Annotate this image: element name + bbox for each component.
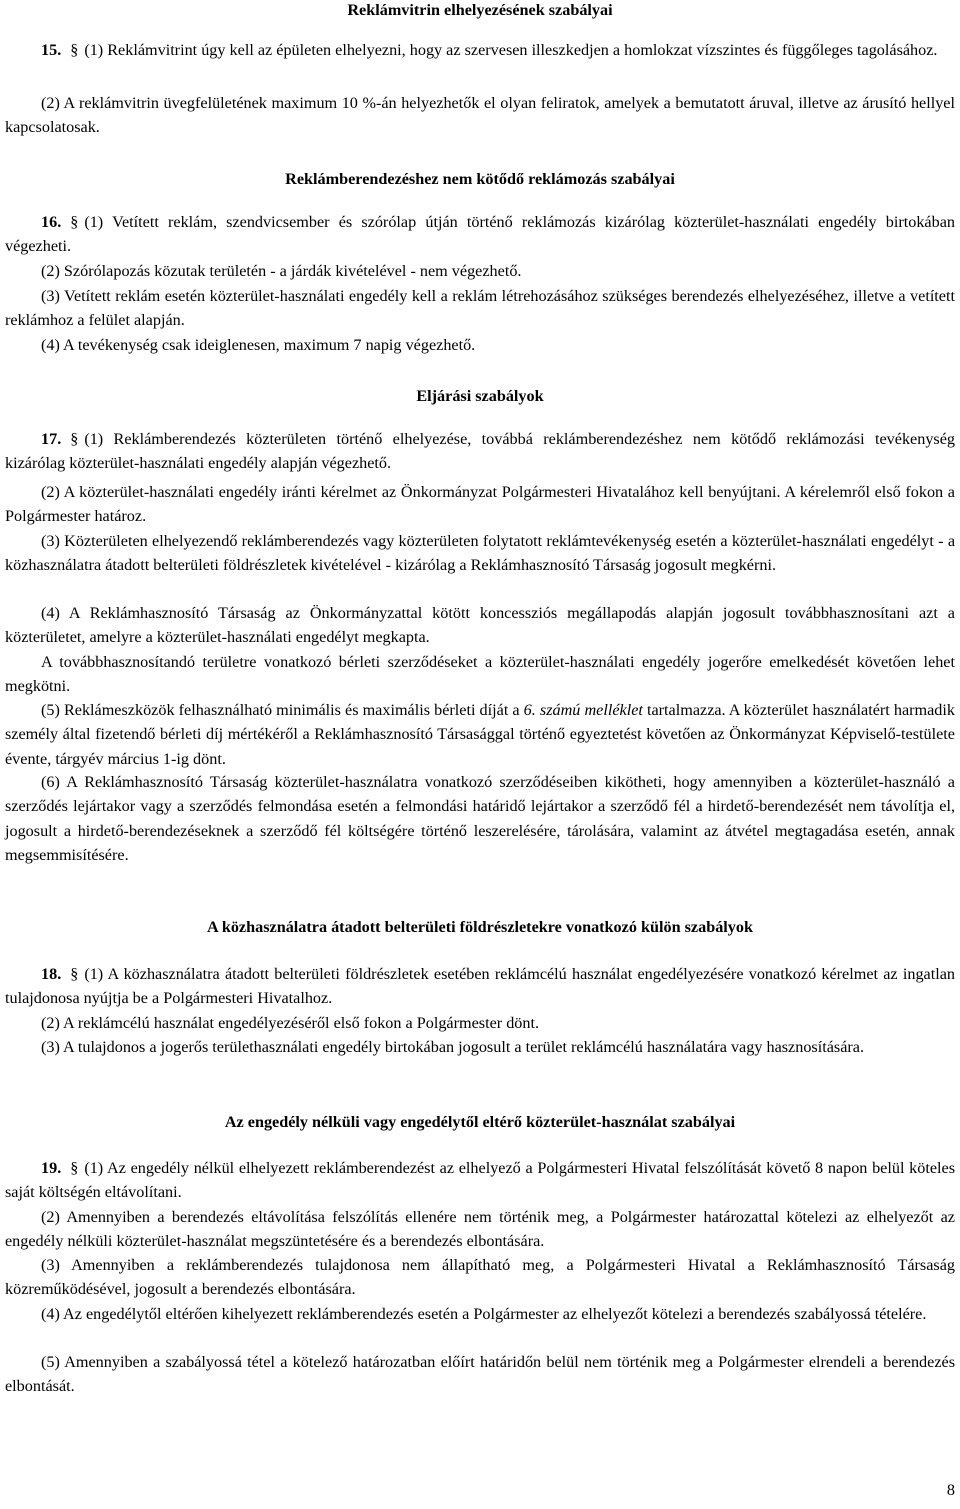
paragraph: (3) Vetített reklám esetén közterület-használati engedély kell a reklám létrehozásához szükséges berendezés elhelyezéséhez, illetve a vetített reklámhoz a felület alapján. [5, 287, 955, 330]
paragraph: (3) Amennyiben a reklámberendezés tulajdonosa nem állapítható meg, a Polgármesteri Hivatal a Reklámhasznosító Társaság közreműködésével, jogosult a berendezés elbontására. [5, 1256, 955, 1299]
paragraph: (2) A reklámcélú használat engedélyezéséről első fokon a Polgármester dönt. [41, 1014, 540, 1032]
section-title: Reklámberendezéshez nem kötődő reklámozás szabályai [285, 170, 675, 188]
paragraph: (4) Az engedélytől eltérően kihelyezett reklámberendezés esetén a Polgármester az elhelyezőt kötelezi a berendezés szabályossá tételére. [41, 1305, 927, 1323]
annex-reference: 6. számú melléklet [523, 701, 643, 719]
paragraph: (5) Amennyiben a szabályossá tétel a kötelező határozatban előírt határidőn belül nem történik meg a Polgármester elrendeli a berendezés elbontását. [5, 1353, 955, 1396]
page-number: 8 [946, 1481, 955, 1499]
paragraph: (6) A Reklámhasznosító Társaság közterület-használatra vonatkozó szerződéseiben kikötheti, hogy amennyiben a közterület-használó a szerződés lejártakor vagy a szerződés felmondása esetén a felmondási határidő lejártakor a szerződő fél a hirdető-berendezését nem távolítja el, jogosult a hirdető-berendezéseknek a szerződő fél költségére történő leszerelésére, tárolására, valamint az átvétel megtagadása esetén, annak megsemmisítésére. [5, 773, 955, 865]
section-number: 18. [41, 965, 62, 983]
paragraph: (2) A reklámvitrin üvegfelületének maximum 10 %-án helyezhetők el olyan feliratok, amelyek a bemutatott áruval, illetve az árusító hellyel kapcsolatosak. [5, 94, 955, 137]
paragraph: (3) A tulajdonos a jogerős területhasználati engedély birtokában jogosult a terület reklámcélú használatára vagy hasznosítására. [41, 1038, 865, 1056]
paragraph [5, 210, 955, 259]
paragraph: (2) A közterület-használati engedély iránti kérelmet az Önkormányzat Polgármesteri Hivatalához kell benyújtani. A kérelemről első fokon a Polgármester határoz. [5, 483, 955, 526]
paragraph: (2) Amennyiben a berendezés eltávolítása felszólítás ellenére nem történik meg, a Polgármester határozattal kötelezi az elhelyezőt az engedély nélküli közterület-használat megszüntetésére és a berendezés elbontására. [5, 1208, 955, 1251]
paragraph: A továbbhasznosítandó területre vonatkozó bérleti szerződéseket a közterület-használati engedély jogerőre emelkedését követően lehet megkötni. [5, 653, 955, 696]
section-sign: § [70, 1159, 79, 1177]
section-title: Az engedély nélküli vagy engedélytől eltérő közterület-használat szabályai [224, 1113, 736, 1131]
paragraph-text: (1) Reklámvitrint úgy kell az épületen elhelyezni, hogy az szervesen illeszkedjen a homlokzat vízszintes és függőleges tagolásához. [84, 41, 938, 59]
paragraph: (2) Szórólapozás közutak területén - a járdák kivételével - nem végezhető. [41, 262, 522, 280]
section-number: 16. [41, 213, 62, 231]
section-sign: § [70, 430, 79, 448]
paragraph-text: (1) Az engedély nélkül elhelyezett reklámberendezést az elhelyező a Polgármesteri Hivatal felszólítását követő 8 napon belül köteles saját költségén eltávolítani. [5, 1159, 955, 1202]
paragraph [5, 427, 955, 476]
section-title: A közhasználatra átadott belterületi földrészletekre vonatkozó külön szabályok [206, 918, 753, 936]
paragraph [5, 38, 955, 62]
paragraph: (4) A tevékenység csak ideiglenesen, maximum 7 napig végezhető. [41, 336, 476, 354]
section-sign: § [70, 213, 79, 231]
paragraph [5, 1156, 955, 1205]
section-number: 17. [41, 430, 62, 448]
section-number: 15. [41, 41, 62, 59]
section-sign: § [70, 41, 79, 59]
section-number: 19. [41, 1159, 62, 1177]
section-title: Eljárási szabályok [416, 387, 544, 405]
paragraph [5, 962, 955, 1011]
paragraph-text: (1) A közhasználatra átadott belterületi földrészletek esetében reklámcélú használat engedélyezésére vonatkozó kérelmet az ingatlan tulajdonosa nyújtja be a Polgármesteri Hivatalhoz. [5, 965, 955, 1008]
paragraph-text: (5) Reklámeszközök felhasználható minimális és maximális bérleti díját a [41, 701, 524, 719]
paragraph [5, 698, 955, 771]
section-sign: § [70, 965, 79, 983]
paragraph-text: tartalmazza. A közterület használatért harmadik személy által fizetendő bérleti díj mértékéről a Reklámhasznosító Társasággal történő egyeztetést követően az Önkormányzat Képviselő-testülete évente, tárgyév március 1-ig dönt. [5, 701, 955, 768]
paragraph-text: (1) Reklámberendezés közterületen történő elhelyezése, továbbá reklámberendezéshez nem kötődő reklámozási tevékenység kizárólag közterület-használati engedély alapján végezhető. [5, 430, 955, 473]
paragraph: (4) A Reklámhasznosító Társaság az Önkormányzattal kötött koncessziós megállapodás alapján jogosult továbbhasznosítani azt a közterületet, amelyre a közterület-használati engedélyt megkapta. [5, 604, 955, 647]
paragraph: (3) Közterületen elhelyezendő reklámberendezés vagy közterületen folytatott reklámtevékenység esetén a közterület-használati engedélyt - a közhasználatra átadott belterületi földrészletek kivételével - kizárólag a Reklámhasznosító Társaság jogosult megkérni. [5, 532, 955, 575]
section-title: Reklámvitrin elhelyezésének szabályai [347, 1, 613, 19]
paragraph-text: (1) Vetített reklám, szendvicsember és szórólap útján történő reklámozás kizárólag közterület-használati engedély birtokában végezheti. [5, 213, 955, 256]
